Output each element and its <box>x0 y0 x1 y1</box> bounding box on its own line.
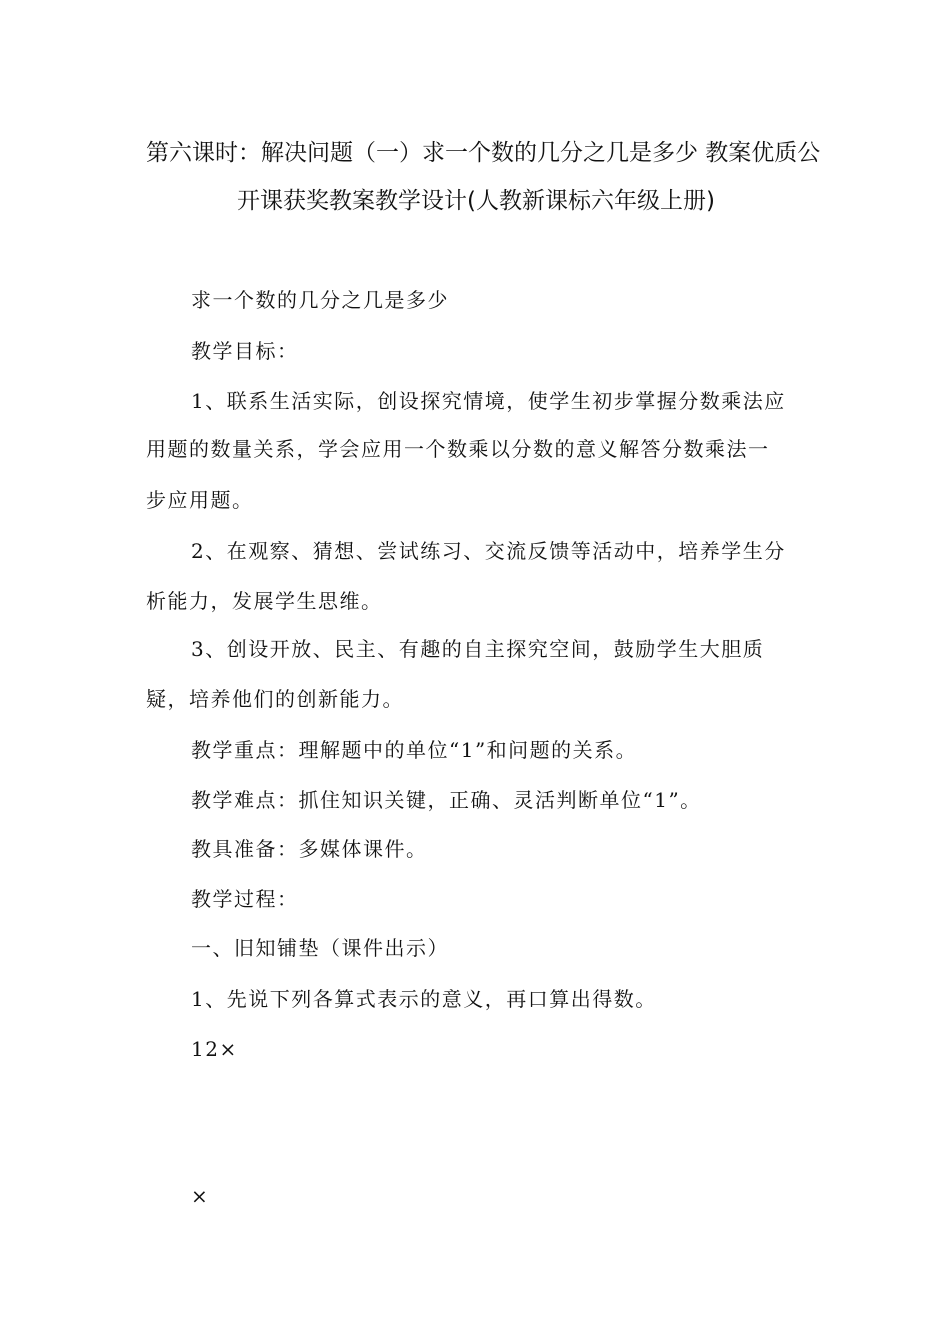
lesson-subtitle: 求一个数的几分之几是多少 <box>191 288 449 312</box>
materials: 教具准备：多媒体课件。 <box>191 837 428 861</box>
process-heading: 教学过程： <box>191 887 299 911</box>
goal-1-line-1: 1、联系生活实际，创设探究情境，使学生初步掌握分数乘法应 <box>191 389 786 413</box>
key-point: 教学重点：理解题中的单位“1”和问题的关系。 <box>191 738 638 762</box>
item-1: 1、先说下列各算式表示的意义，再口算出得数。 <box>191 987 657 1011</box>
goals-heading: 教学目标： <box>191 339 299 363</box>
expression-1: 12× <box>191 1037 238 1061</box>
document-title-line-1: 第六课时：解决问题（一）求一个数的几分之几是多少 教案优质公 <box>146 140 821 166</box>
goal-3-line-2: 疑，培养他们的创新能力。 <box>146 687 404 711</box>
goal-1-line-2: 用题的数量关系，学会应用一个数乘以分数的意义解答分数乘法一 <box>146 437 770 461</box>
goal-3-line-1: 3、创设开放、民主、有趣的自主探究空间，鼓励学生大胆质 <box>191 637 765 661</box>
goal-2-line-2: 析能力，发展学生思维。 <box>146 589 383 613</box>
document-title-line-2: 开课获奖教案教学设计(人教新课标六年级上册) <box>237 188 715 214</box>
section-1-heading: 一、旧知铺垫（课件出示） <box>191 936 449 960</box>
goal-2-line-1: 2、在观察、猜想、尝试练习、交流反馈等活动中，培养学生分 <box>191 539 786 563</box>
goal-1-line-3: 步应用题。 <box>146 488 254 512</box>
expression-2: × <box>191 1184 210 1208</box>
difficulty: 教学难点：抓住知识关键，正确、灵活判断单位“1”。 <box>191 788 702 812</box>
